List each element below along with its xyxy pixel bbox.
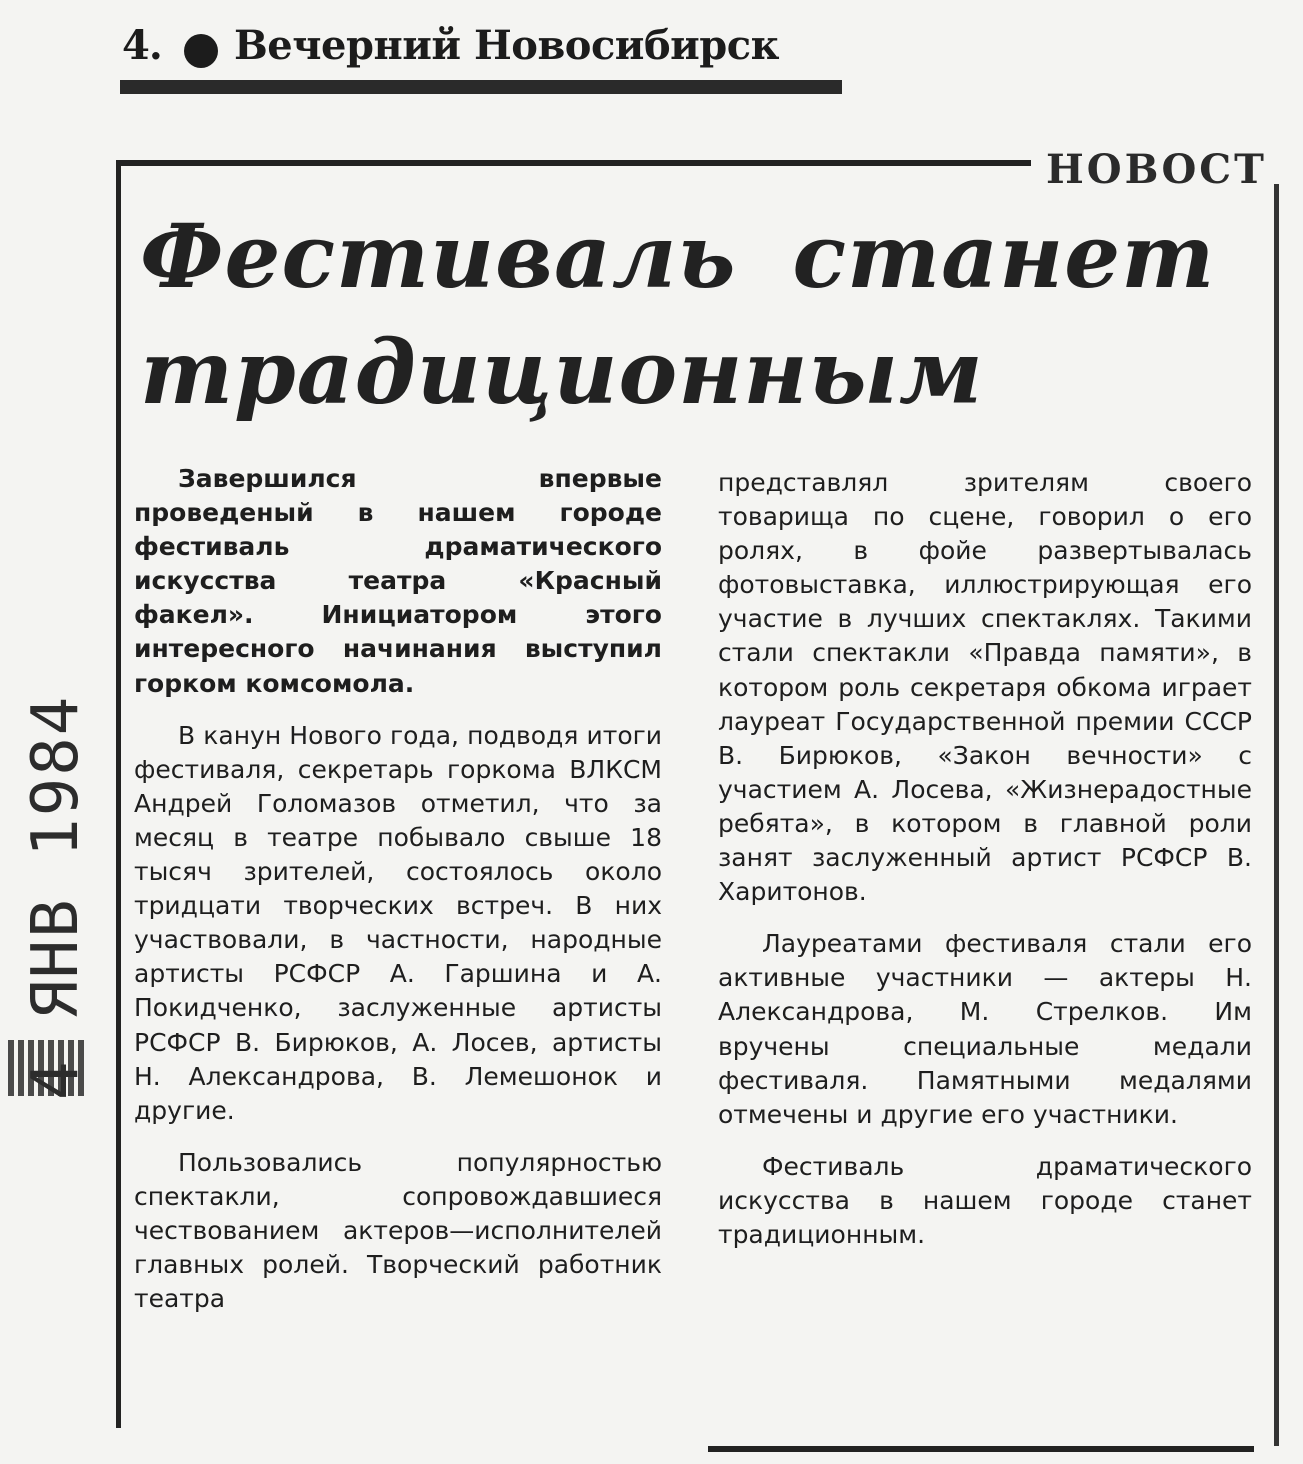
section-rubric: НОВОСТ: [1046, 146, 1267, 193]
page-number: 4.: [122, 22, 162, 69]
article-paragraph-2-continued: представлял зрителям своего товарища по сцене, говорил о его ролях, в фойе развертывалась фотовыставка, иллюстрирующая его участие в лучших спектаклях. Такими стали спектакли «Правда памяти», в котором роль секретаря обкома играет лауреат Государственной премии СССР В. Бирюков, «Закон вечности» с участием А. Лосева, «Жизнерадостные ребята», в котором в главной роли занят заслуженный артист РСФСР В. Харитонов.: [718, 468, 1252, 907]
article-column-right: [718, 466, 1252, 1252]
article-paragraph-4: Фестиваль драматического искусства в нашем городе станет традиционным.: [718, 1151, 1252, 1249]
headline-word-1: Фестиваль: [140, 204, 737, 308]
bullet-dot: [184, 34, 218, 68]
newspaper-title: Вечерний Новосибирск: [234, 22, 780, 69]
frame-bottom-rule: [708, 1446, 1254, 1452]
frame-top-rule: [116, 160, 1031, 166]
headline-line-2: традиционным: [140, 320, 984, 424]
headline-line-1: [140, 198, 1240, 314]
article-paragraph-1: В канун Нового года, подводя итоги фестиваля, секретарь горкома ВЛКСМ Андрей Голомазов отметил, что за месяц в театре побывало свыше 18 тысяч зрителей, состоялось около тридцати творческих встреч. В них участвовали, в частности, народные артисты РСФСР А. Гаршина и А. Покидченко, заслуженные артисты РСФСР В. Бирюков, А. Лосев, артисты Н. Александрова, В. Лемешонок и другие.: [134, 720, 662, 1125]
frame-left-rule: [116, 160, 121, 1428]
article-lead: Завершился впервые проведеный в нашем городе фестиваль драматического искусства театра «Красный факел». Инициатором этого интересного начинания выступил горком комсомола.: [134, 464, 662, 698]
headline-word-2: станет: [792, 204, 1216, 308]
newspaper-masthead: [122, 18, 842, 78]
article-headline: [140, 198, 1240, 430]
article-paragraph-2-start: Пользовались популярностью спектакли, сопровождавшиеся чествованием актеров—исполнителей главных ролей. Творческий работник театра: [134, 1147, 662, 1314]
article-paragraph-3: Лауреатами фестиваля стали его активные участники — актеры Н. Александрова, М. Стрелков. Им вручены специальные медали фестиваля. Памятными медалями отмечены и другие его участники.: [718, 929, 1252, 1129]
article-column-left: [134, 462, 662, 1316]
archive-date-stamp: 4 ЯНВ 1984: [19, 694, 93, 1100]
masthead-rule: [120, 80, 842, 94]
frame-right-rule: [1274, 184, 1279, 1446]
